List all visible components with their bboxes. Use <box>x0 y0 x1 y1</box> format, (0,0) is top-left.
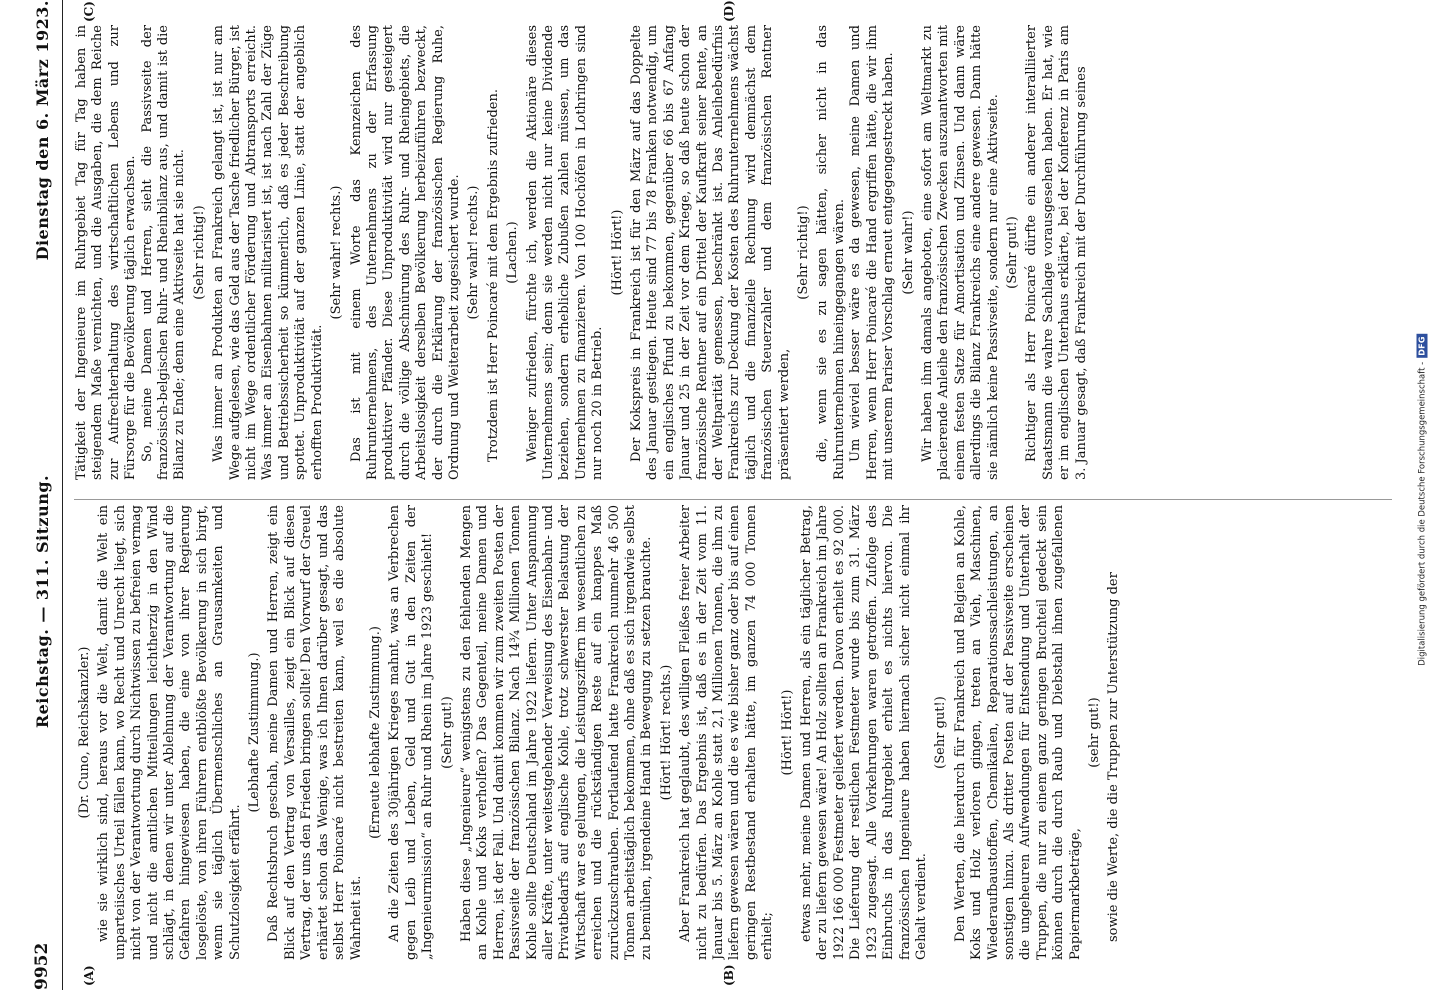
interjection: (Hört! Hört!) <box>779 689 795 776</box>
paragraph: So, meine Damen und Herren, sieht die Passivseite der französisch-belgischen Ruhr- und Rheinbilanz aus, und damit ist die Bilanz zu Ende; denn eine Aktivseite hat sie nicht. <box>139 25 188 480</box>
margin-mark-a: (A) <box>82 965 96 986</box>
left-column <box>74 505 1392 960</box>
interjection: (Sehr richtig!) <box>191 205 207 300</box>
paragraph: Richtiger als Herr Poincaré dürfte ein anderer interalliierter Staatsmann die wahre Sachlage vorausgesehen haben. Er hat, wie er im englischen Unterhaus erklärte, bei der Konferenz in Paris am 3. Januar gesagt, daß Frankreich mit der Durchführung seines <box>1024 25 1089 480</box>
interjection: (Hört! Hört!) <box>609 209 625 296</box>
right-column <box>74 25 1392 480</box>
paragraph: Das ist mit einem Worte das Kennzeichen des Ruhrunternehmens, des Unternehmens zu der Erfassung produktiver Pfänder. Diese Unproduktivität wird nur gesteigert durch die völlige Abschnürung des Ruhr- und Rheingebiets, die Arbeitslosigkeit derselben Bevölkerung herbeizuführen bezweckt, der durch die Erklärung der französischen Regierung Ruhe, Ordnung und Weiterarbeit zugesichert wurde. <box>348 25 462 480</box>
interjection: (Sehr wahr! rechts.) <box>466 185 482 320</box>
interjection: (Sehr wahr!) <box>900 210 916 295</box>
paragraph: Aber Frankreich hat geglaubt, des willigen Fleißes freier Arbeiter nicht zu bedürfen. Das Ergebnis ist, daß es in der Zeit vom 11. Januar bis 5. März an Kohle statt 2,1 Millionen Tonnen, die ihm zu liefern gewesen wären und die es wie bisher ganz oder bis auf einen geringen Restbestand erhalten hätte, im ganzen 74 000 Tonnen erhielt; <box>678 505 776 960</box>
margin-mark-c: (C) <box>82 1 96 22</box>
page-number: 9952 <box>32 942 52 990</box>
paragraph: wie sie wirklich sind, heraus vor die Welt, damit die Welt ein unparteiisches Urteil fällen kann, wo Recht und Unrecht liegt, sich nicht von der Verantwortung durch Nichtwissen zu befreien vermag und nicht die amtlichen Mitteilungen leichtherzig in den Wind schlägt, in denen wir unter Ablehnung der Verantwortung auf die Gefahren hingewiesen haben, die eine von ihrer Regierung losgelöste, von ihren Führern entblößte Bevölkerung in sich birgt, wenn sie täglich Übermenschliches an Grausamkeiten und Schutzlosigkeit erfährt. <box>96 505 243 960</box>
interjection: (Dr. Cuno, Reichskanzler.) <box>77 646 92 819</box>
interjection: (Lachen.) <box>505 221 521 284</box>
paragraph: Den Werten, die hierdurch für Frankreich und Belgien an Kohle, Koks und Holz verloren gingen, treten an Vieh, Maschinen, Wiederaufbaustoffen, Chemikalien, Reparationssachleistungen, an sonstigen hinzu. Als dritter Posten auf der Passivseite erscheinen die ungeheuren Aufwendungen für Entsendung und Unterhalt der Truppen, die nur zu einem ganz geringen Bruchteil gedeckt sein können durch die durch Raub und Diebstahl ihnen zugefallenen Papiermarkbeträge, <box>952 505 1083 960</box>
interjection: (Erneute lebhafte Zustimmung.) <box>367 626 383 839</box>
interjection: (Sehr gut!) <box>439 696 455 769</box>
paragraph: Haben diese „Ingenieure“ wenigstens zu den fehlenden Mengen an Kohle und Koks verholfen? Das Gegenteil, meine Damen und Herren, ist der Fall. Und damit kommen wir zum zweiten Posten der Passivseite der französischen Bilanz. Nach 14¾ Millionen Tonnen Kohle sollte Deutschland im Jahre 1922 liefern. Unter Anspannung aller Kräfte, unter weitestgehender Verweisung des Eisenbahn- und Privatbedarfs auf englische Kohle, trotz schwerster Belastung der Wirtschaft war es gelungen, die Leistungsziffern im wesentlichen zu erreichen und die rückständigen Reste auf ein knappes Maß zurückzuschrauben. Fortlaufend hatte Frankreich nunmehr 46 500 Tonnen arbeitstäglich bekommen, ohne daß es sich irgendwie selbst zu bemühen, irgendeine Hand in Bewegung zu setzen brauchte. <box>458 505 655 960</box>
margin-mark-b: (B) <box>722 964 736 986</box>
interjection: (Sehr wahr! rechts.) <box>329 185 345 320</box>
page-header <box>22 0 63 990</box>
paragraph: Was immer an Produkten an Frankreich gelangt ist, ist nur am Wege aufgelesen, wie das Geld aus der Tasche friedlicher Bürger, ist nicht im Wege ordentlicher Förderung und Abtransports erreicht. Was immer an Eisenbahnen militarisiert ist, ist nach Zahl der Züge und Betriebssicherheit so kümmerlich, daß es jeder Beschreibung spottet. Unproduktivität auf der ganzen Linie, statt der angeblich erhofften Produktivität. <box>211 25 325 480</box>
margin-mark-d: (D) <box>722 0 736 22</box>
paragraph: Der Kokspreis in Frankreich ist für den März auf das Doppelte des Januar gestiegen. Heute sind 77 bis 78 Franken notwendig, um ein englisches Pfund zu bekommen, gegenüber 66 bis 67 Anfang Januar und 25 in der Zeit vor dem Kriege, so daß heute schon der französische Rentner auf ein Drittel der Kaufkraft seiner Rente, an der Weltparität gemessen, beschränkt ist. Das Anleihebedürfnis Frankreichs zur Deckung der Kosten des Ruhrunternehmens wächst täglich und die finanzielle Rechnung wird demnächst dem französischen Steuerzahler und dem französischen Rentner präsentiert werden, <box>629 25 792 480</box>
dfg-logo: DFG <box>1417 336 1427 356</box>
paragraph: sowie die Werte, die die Truppen zur Unterstützung der <box>1106 572 1122 942</box>
interjection: (sehr gut!) <box>1086 697 1102 768</box>
paragraph: An die Zeiten des 30jährigen Krieges mahnt, was an Verbrechen gegen Leib und Leben, Geld und Gut in den Zeiten der „Ingenieurmission“ an Ruhr und Rhein im Jahre 1923 geschieht! <box>387 505 436 960</box>
paragraph: Tätigkeit der Ingenieure im Ruhrgebiet Tag für Tag haben in steigendem Maße vernichten, und die Ausgaben, die dem Reiche zur Aufrechterhaltung des wirtschaftlichen Lebens und zur Fürsorge für die Bevölkerung täglich erwachsen. <box>74 25 139 480</box>
rotated-page <box>22 0 1407 990</box>
dfg-watermark <box>1417 334 1428 666</box>
header-left-title: Reichstag. — 311. Sitzung. <box>32 474 52 729</box>
interjection: (Hört! Hört! rechts.) <box>658 664 674 801</box>
interjection: (Sehr gut!) <box>1004 216 1020 289</box>
interjection: (Lebhafte Zustimmung.) <box>247 652 263 813</box>
watermark-text: Digitalisierung gefördert durch die Deutsche Forschungsgemeinschaft - <box>1417 361 1427 666</box>
paragraph: etwas mehr, meine Damen und Herren, als ein täglicher Betrag, der zu liefern gewesen wäre! An Holz sollten an Frankreich im Jahre 1922 166 000 Festmeter geliefert werden. Davon erhielt es 92 000. Die Lieferung der restlichen Festmeter wurde bis zum 31. März 1923 zugesagt. Alle Vorkehrungen waren getroffen. Zufolge des Einbruchs in das Ruhrgebiet erhielt es nichts hiervon. Die französischen Ingenieure haben hiernach sicher nicht einmal ihr Gehalt verdient. <box>799 505 929 960</box>
paragraph: Wir haben ihm damals angeboten, eine sofort am Weltmarkt zu placierende Anleihe den französischen Zwecken auszuantworten mit einem festen Satze für Amortisation und Zinsen. Und dann wäre allerdings die Bilanz Frankreichs eine andere gewesen. Dann hätte sie nämlich keine Passivseite, sondern nur eine Aktivseite. <box>919 25 1001 480</box>
column-divider <box>74 499 1392 500</box>
paragraph: Trotzdem ist Herr Poincaré mit dem Ergebnis zufrieden. <box>485 89 501 462</box>
paragraph: Um wieviel besser wäre es da gewesen, meine Damen und Herren, wenn Herr Poincaré die Hand ergriffen hätte, die wir ihm mit unserem Pariser Vorschlag erneut entgegengestreckt haben. <box>848 25 897 480</box>
interjection: (Sehr gut!) <box>933 696 949 769</box>
interjection: (Sehr richtig!) <box>796 205 812 300</box>
paragraph: Daß Rechtsbruch geschah, meine Damen und Herren, zeigt ein Blick auf den Vertrag von Versailles, zeigt ein Blick auf diesen Vertrag, der uns den Frieden bringen sollte! Den Vorwurf der Greuel erhärtet schon das Wenige, was ich Ihnen darüber gesagt, und das selbst Herr Poincaré nicht bestreiten kann, weil es die absolute Wahrheit ist. <box>266 505 364 960</box>
paragraph: Weniger zufrieden, fürchte ich, werden die Aktionäre dieses Unternehmens sein; denn sie werden nicht nur keine Dividende beziehen, sondern erhebliche Zubußen zahlen müssen, um das Unternehmen zu finanzieren. Von 100 Hochöfen in Lothringen sind nur noch 20 in Betrieb. <box>524 25 606 480</box>
header-right-title: Dienstag den 6. März 1923. <box>32 0 52 261</box>
paragraph: die, wenn sie es zu sagen hätten, sicher nicht in das Ruhrunternehmen hineingegangen wären. <box>815 25 847 480</box>
